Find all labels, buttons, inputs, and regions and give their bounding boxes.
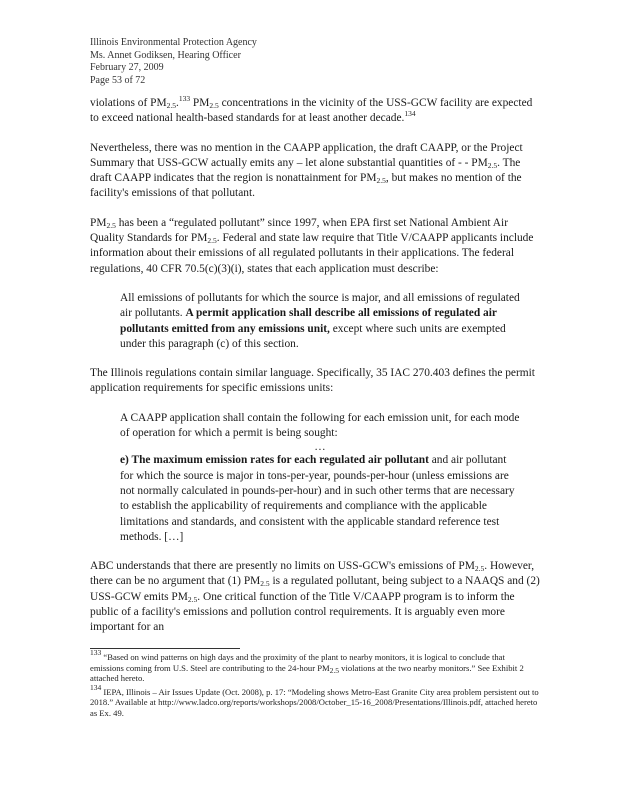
footnote-134: $^{134}$ IEPA, Illinois – Air Issues Update (Oct. 2008), p. 17: “Modeling shows Metro-East Granite City area problem persistent out to 2018.” Available at http://www.ladco.org/reports/workshops/2008/October_15-16_2008/Presentations/Illinois.pdf, attached hereto as Ex. 49.: [90, 682, 539, 718]
ellipsis: …: [314, 441, 326, 454]
footnote-133: $^{133}$ “Based on wind patterns on high days and the proximity of the plant to nearby monitors, it is logical to conclude that emissions coming from U.S. Steel are contributing to the 24-hour $PM_{2.5}$ violations at the two nearby monitors.” See Exhibit 2 attached hereto.: [90, 648, 524, 684]
header-recipient: Ms. Annet Godiksen, Hearing Officer: [90, 49, 241, 61]
paragraph-2: Nevertheless, there was no mention in the CAAPP application, the draft CAAPP, or the Project Summary that USS-GCW actually emits any – let alone substantial quantities of - - $PM_{2.5}$. The draft CAAPP indicates that the region is nonattainment for $PM_{2.5}$, but makes no mention of the facility's emissions of that pollutant.: [90, 141, 523, 200]
footnote-ref-134: 134: [404, 109, 416, 119]
emphasis-text: e) The maximum emission rates for each regulated air pollutant: [120, 454, 429, 467]
footnote-ref-133: 133: [178, 94, 191, 103]
header-date: February 27, 2009: [90, 62, 164, 73]
header-agency: Illinois Environmental Protection Agency: [90, 37, 257, 48]
document-body: [90, 96, 540, 650]
block-quote-illinois: A CAAPP application shall contain the following for each emission unit, for each mode of operation for which a permit is being sought: … e) The maximum emission rates for each regulated air pollutant and air pollutant for which the source is major in tons-per-year, pounds-per-hour (unless emissions are not normally calculated in pounds-per-hour) and in such other terms that are necessary to establish the applicability of requirements and compliance with the applicable limitations and standards, and consistent with the applicable standard reference test methods. […]: [120, 411, 520, 543]
block-quote-federal: All emissions of pollutants for which the source is major, and all emissions of regulated air pollutants. A permit application shall describe all emissions of regulated air pollutants emitted from any emissions unit, except where such units are exempted under this paragraph (c) of this section.: [120, 291, 520, 350]
paragraph-1: violations of $PM_{2.5}.^{133}$ $PM_{2.5}$ concentrations in the vicinity of the USS-GCW facility are expected to exceed national health-based standards for at least another decade.$^{134}$: [90, 94, 533, 125]
emphasis-text: A permit application shall describe all emissions of regulated air pollutants emitted from any emissions unit,: [120, 307, 497, 335]
footnotes: [90, 648, 540, 722]
header-page-number: Page 53 of 72: [90, 74, 146, 86]
letter-header: [90, 37, 257, 87]
paragraph-4: The Illinois regulations contain similar language. Specifically, 35 IAC 270.403 defines the permit application requirements for specific emissions units:: [90, 367, 535, 395]
paragraph-3: $PM_{2.5}$ has been a “regulated pollutant” since 1997, when EPA first set National Ambient Air Quality Standards for $PM_{2.5}$. Federal and state law require that Title V/CAAPP applicants include information about their emissions of all regulated pollutants in their applications. The federal regulations, 40 CFR 70.5(c)(3)(i), states that each application must describe:: [90, 216, 534, 275]
paragraph-5: ABC understands that there are presently no limits on USS-GCW's emissions of $PM_{2.5}$. However, there can be no argument that (1) $PM_{2.5}$ is a regulated pollutant, being subject to a NAAQS and (2) USS-GCW emits $PM_{2.5}$. One critical function of the Title V/CAAPP program is to inform the public of a facility's emissions and pollution control requirements. It is arguably even more important for an: [90, 560, 540, 634]
footnote-divider: [90, 648, 240, 649]
